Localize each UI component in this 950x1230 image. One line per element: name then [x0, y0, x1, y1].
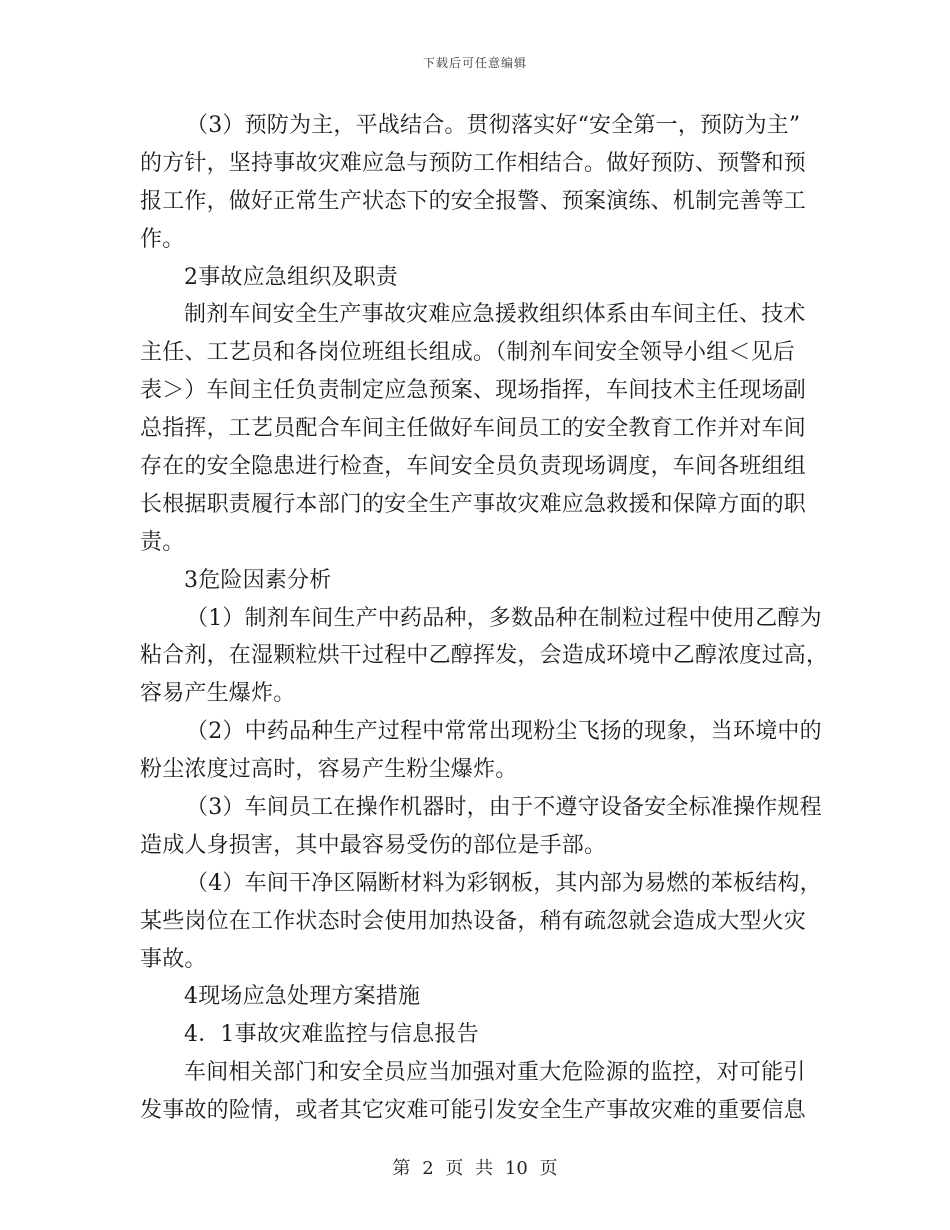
paragraph-line: （3）预防为主，平战结合。贯彻落实好“安全第一，预防为主” — [186, 113, 801, 138]
paragraph-line: 长根据职责履行本部门的安全生产事故灾难应急救援和保障方面的职 — [140, 491, 807, 517]
total-pages: 10 — [504, 1158, 528, 1179]
paragraph-line: 事故。 — [140, 946, 207, 972]
paragraph-line: （4）车间干净区隔断材料为彩钢板，其内部为易燃的苯板结构， — [186, 870, 822, 896]
paragraph-line: 报工作，做好正常生产状态下的安全报警、预案演练、机制完善等工 — [140, 188, 807, 214]
paragraph-line: 车间相关部门和安全员应当加强对重大危险源的监控，对可能引 — [184, 1060, 806, 1086]
paragraph-line: 责。 — [140, 529, 185, 555]
paragraph-line: 存在的安全隐患进行检查，车间安全员负责现场调度，车间各班组组 — [140, 454, 807, 480]
paragraph-line: 某些岗位在工作状态时会使用加热设备，稍有疏忽就会造成大型火灾 — [140, 908, 807, 934]
document-body — [140, 107, 829, 1130]
paragraph-line: 容易产生爆炸。 — [140, 681, 296, 707]
section-heading: 3危险因素分析 — [184, 567, 332, 593]
paragraph-line: 作。 — [140, 226, 185, 252]
paragraph-line: 制剂车间安全生产事故灾难应急援救组织体系由车间主任、技术 — [184, 302, 806, 328]
page-footer — [0, 1154, 950, 1180]
section-heading: 2事故应急组织及职责 — [184, 264, 398, 290]
paragraph-line: 发事故的险情，或者其它灾难可能引发安全生产事故灾难的重要信息 — [140, 1098, 807, 1124]
paragraph-line: 表＞）车间主任负责制定应急预案、现场指挥，车间技术主任现场副 — [140, 378, 807, 404]
page-label-total-prefix: 共 — [475, 1158, 494, 1179]
page-label-prefix: 第 — [392, 1158, 411, 1179]
paragraph-line: 总指挥，工艺员配合车间主任做好车间员工的安全教育工作并对车间 — [140, 416, 807, 442]
paragraph-line: 造成人身损害，其中最容易受伤的部位是手部。 — [140, 832, 607, 858]
page-label-suffix: 页 — [539, 1158, 558, 1179]
subsection-heading: 4．1事故灾难监控与信息报告 — [184, 1022, 479, 1048]
paragraph-line: （2）中药品种生产过程中常常出现粉尘飞扬的现象，当环境中的 — [186, 719, 822, 745]
paragraph-line: 的方针，坚持事故灾难应急与预防工作相结合。做好预防、预警和预 — [140, 150, 807, 176]
paragraph-line: 粉尘浓度过高时，容易产生粉尘爆炸。 — [140, 757, 518, 783]
page-number: 2 — [422, 1158, 434, 1179]
paragraph-line: （3）车间员工在操作机器时，由于不遵守设备安全标准操作规程 — [186, 795, 822, 821]
paragraph-line: 粘合剂，在湿颗粒烘干过程中乙醇挥发，会造成环境中乙醇浓度过高， — [140, 643, 829, 669]
section-heading: 4现场应急处理方案措施 — [184, 984, 421, 1010]
paragraph-line: （1）制剂车间生产中药品种，多数品种在制粒过程中使用乙醇为 — [186, 605, 822, 631]
page-header: 下载后可任意编辑 — [422, 56, 527, 70]
paragraph-line: 主任、工艺员和各岗位班组长组成。（制剂车间安全领导小组＜见后 — [140, 340, 796, 366]
page-label-mid: 页 — [445, 1158, 464, 1179]
